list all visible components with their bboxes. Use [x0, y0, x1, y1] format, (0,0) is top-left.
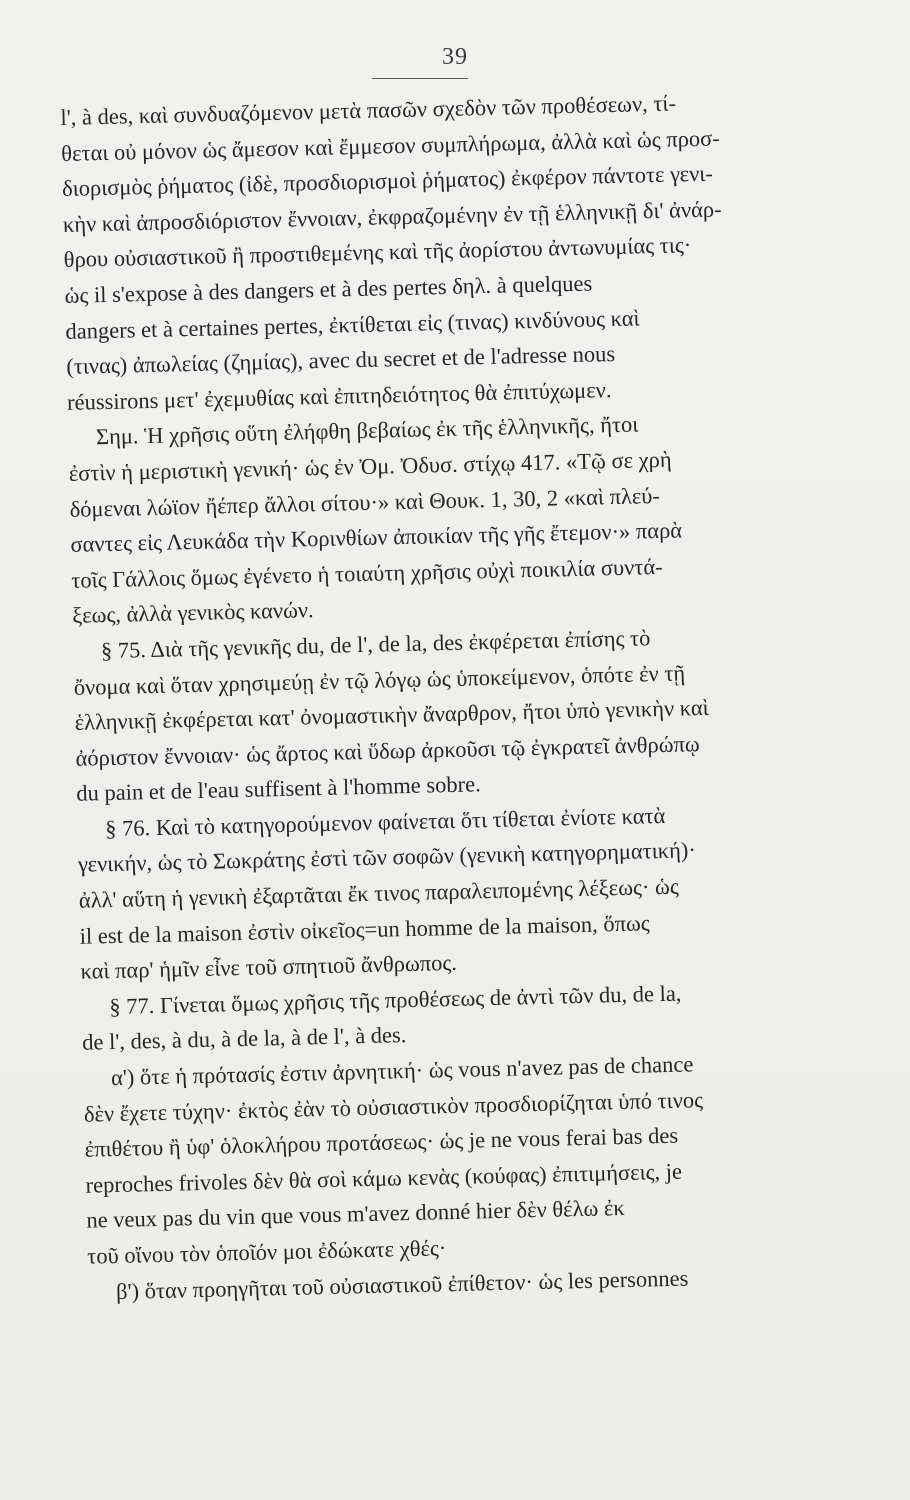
text-line: ἀλλ' αὕτη ἡ γενικὴ ἐξαρτᾶται ἔκ τινος παραλειπομένης λέξεως· ὡς	[78, 873, 680, 913]
text-line: θεται οὐ μόνον ὡς ἄμεσον καὶ ἔμμεσον συμπλήρωμα, ἀλλὰ καὶ ὡς προσ-	[60, 125, 721, 166]
page-number: 39	[442, 44, 468, 70]
body-text	[60, 82, 870, 1310]
text-line: δόμεναι λώϊον ἤέπερ ἄλλοι σίτου·» καὶ Θουκ. 1, 30, 2 «καὶ πλεύ-	[69, 482, 661, 522]
text-line: τοῖς Γάλλοις ὅμως ἐγένετο ἡ τοιαύτη χρῆσις οὐχὶ ποικιλία συντά-	[71, 553, 663, 593]
text-line: ἑλληνικῇ ἐκφέρεται κατ' ὀνομαστικὴν ἄναρθρον, ἤτοι ὑπὸ γενικὴν καὶ	[74, 694, 709, 735]
text-line: réussirons μετ' ἐχεμυθίας καὶ ἐπιτηδειότητος θὰ ἐπιτύχωμεν.	[66, 376, 612, 415]
section-76-heading-line: § 76. Καὶ τὸ κατηγορούμενον φαίνεται ὅτι τίθεται ἐνίοτε κατὰ	[104, 802, 666, 842]
text-line: δὲν ἔχετε τύχην· ἐκτὸς ἐὰν τὸ οὐσιαστικὸν προσδιορίζηται ὑπό τινος	[83, 1086, 704, 1127]
text-line: ξεως, ἀλλὰ γενικὸς κανών.	[71, 597, 314, 629]
text-line: κὴν καὶ ἀπροσδιόριστον ἔννοιαν, ἐκφραζομένην ἐν τῇ ἑλληνικῇ δι' ἀνάρ-	[62, 196, 722, 237]
text-line: διορισμὸς ῥήματος (ἰδὲ, προσδιορισμοὶ ῥήματος) ἐκφέρον πάντοτε γενι-	[61, 160, 714, 202]
text-line: dangers et à certaines pertes, ἐκτίθεται εἰς (τινας) κινδύνους καὶ	[65, 304, 640, 344]
text-line: il est de la maison ἐστὶν οἰκεῖος=un homme de la maison, ὅπως	[79, 909, 650, 949]
text-line: ἀόριστον ἔννοιαν· ὡς ἄρτος καὶ ὕδωρ ἀρκοῦσι τῷ ἐγκρατεῖ ἀνθρώπῳ	[75, 730, 700, 771]
page-number-rule	[372, 78, 468, 79]
text-line: ne veux pas du vin que vous m'avez donné hier δὲν θέλω ἐκ	[86, 1195, 625, 1234]
text-line: de l', des, à du, à de la, à de l', à des.	[81, 1022, 407, 1056]
text-line: καὶ παρ' ἡμῖν εἶνε τοῦ σπητιοῦ ἄνθρωπος.	[80, 950, 458, 985]
section-77-heading-line: § 77. Γίνεται ὅμως χρῆσις τῆς προθέσεως de ἀντὶ τῶν du, de la,	[109, 980, 682, 1019]
text-line: ὡς il s'expose à des dangers et à des pertes δηλ. à quelques	[64, 270, 593, 308]
text-line: τοῦ οἴνου τὸν ὁποῖόν μοι ἐδώκατε χθές·	[86, 1235, 447, 1269]
item-alpha-line: α') ὅτε ἡ πρότασίς ἐστιν ἀρνητική· ὡς vous n'avez pas de chance	[110, 1051, 694, 1091]
note-line: Σημ. Ἡ χρῆσις οὕτη ἐλήφθη βεβαίως ἐκ τῆς ἑλληνικῆς, ἤτοι	[95, 411, 639, 450]
text-line: ἐπιθέτου ἢ ὑφ' ὁλοκλήρου προτάσεως· ὡς je ne vous ferai bas des	[84, 1122, 679, 1162]
text-line: γενικήν, ὡς τὸ Σωκράτης ἐστὶ τῶν σοφῶν (γενικὴ κατηγορηματική)·	[77, 837, 697, 878]
text-line: ὄνομα καὶ ὅταν χρησιμεύῃ ἐν τῷ λόγῳ ὡς ὑποκείμενον, ὁπότε ἐν τῇ	[73, 659, 686, 700]
item-beta-line: β') ὅταν προηγῆται τοῦ οὐσιαστικοῦ ἐπίθετον· ὡς les personnes	[115, 1265, 689, 1304]
text-line: reproches frivoles δὲν θὰ σοὶ κάμω κενὰς (κούφας) ἐπιτιμήσεις, je	[85, 1158, 683, 1198]
text-line: θρου οὐσιαστικοῦ ἢ προστιθεμένης καὶ τῆς ἀορίστου ἀντωνυμίας τις·	[63, 232, 692, 273]
text-line: σαντες εἰς Λευκάδα τὴν Κορινθίων ἀποικίαν τῆς γῆς ἔτεμον·» παρὰ	[70, 517, 683, 557]
text-line: du pain et de l'eau suffisent à l'homme sobre.	[76, 771, 481, 807]
text-line: l', à des, καὶ συνδυαζόμενον μετὰ πασῶν σχεδὸν τῶν προθέσεων, τί-	[60, 90, 677, 130]
text-line: ἐστὶν ἡ μεριστικὴ γενική· ὡς ἐν Ὀμ. Ὀδυσ. στίχῳ 417. «Τῷ σε χρὴ	[68, 446, 672, 486]
section-75-heading-line: § 75. Διὰ τῆς γενικῆς du, de l', de la, des ἐκφέρεται ἐπίσης τὸ	[100, 625, 651, 664]
text-line: (τινας) ἀπωλείας (ζημίας), avec du secret et de l'adresse nous	[65, 341, 616, 380]
